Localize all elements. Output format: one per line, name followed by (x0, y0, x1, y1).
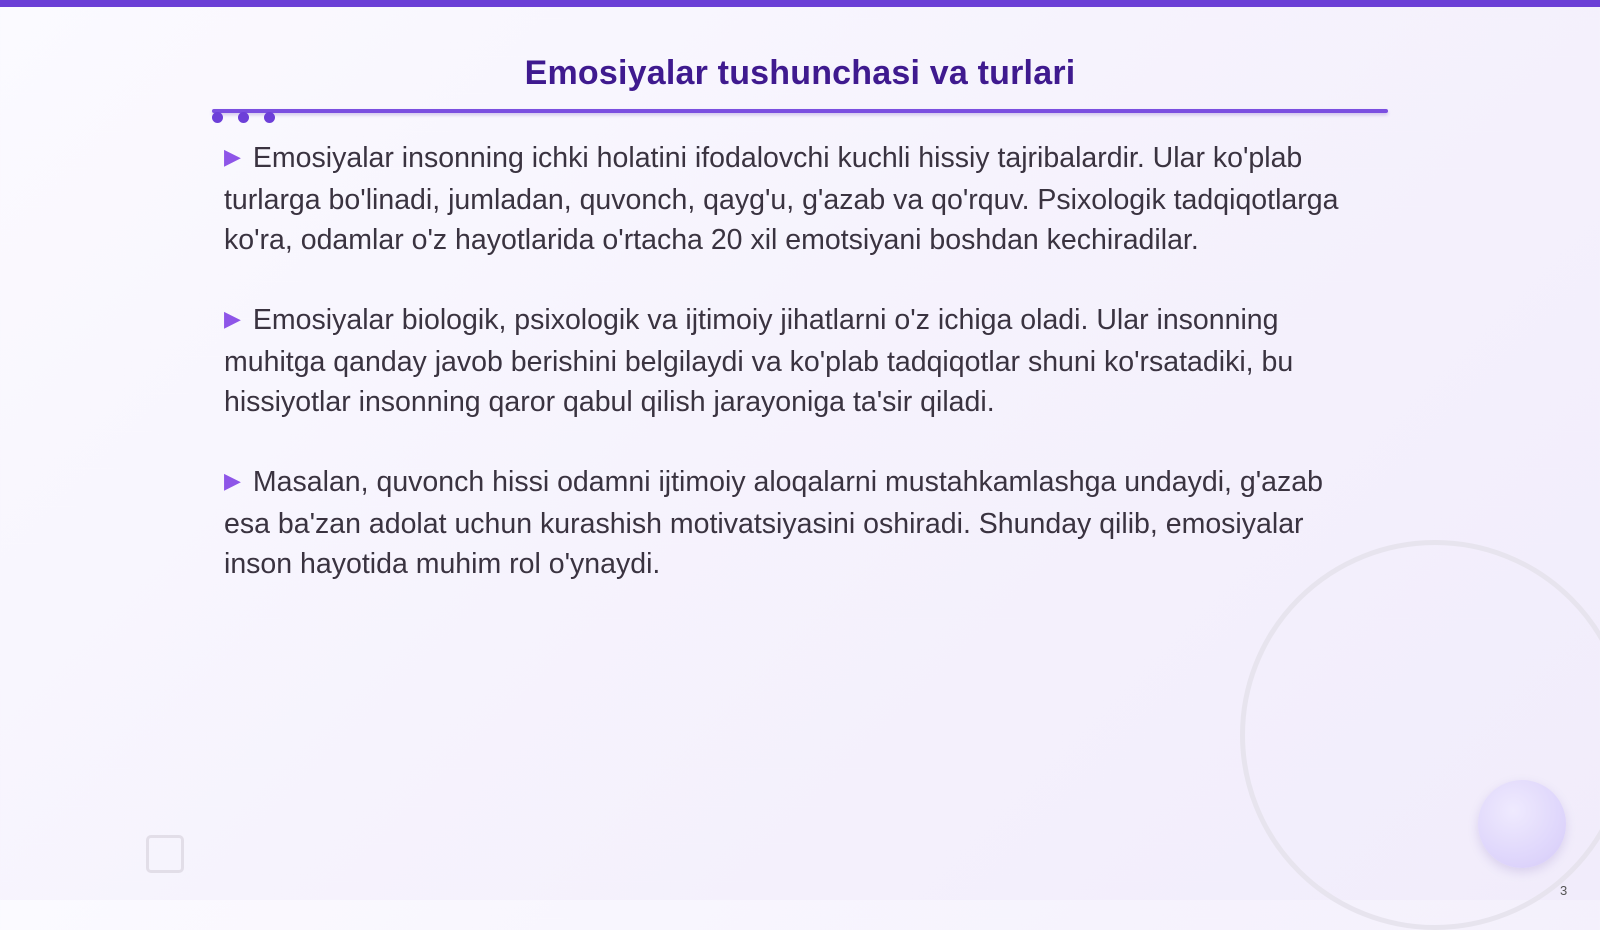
bullet-list (224, 138, 1364, 624)
decorative-ring (1240, 540, 1600, 930)
bullet-text: Emosiyalar insonning ichki holatini ifodalovchi kuchli hissiy tajribalardir. Ular ko'plab turlarga bo'linadi, jumladan, quvonch, qayg'u, g'azab va qo'rquv. Psixologik tadqiqotlarga ko'ra, odamlar o'z hayotlarida o'rtacha 20 xil emotsiyani boshdan kechiradilar. (224, 142, 1339, 256)
page-number: 3 (1560, 883, 1568, 898)
bullet-text: Masalan, quvonch hissi odamni ijtimoiy aloqalarni mustahkamlashga undaydi, g'azab esa ba'zan adolat uchun kurashish motivatsiyasini oshiradi. Shunday qilib, emosiyalar inson hayotida muhim rol o'ynaydi. (224, 466, 1323, 580)
decorative-square (146, 835, 184, 873)
triangle-bullet-icon: ▶ (224, 468, 241, 493)
bullet-item (224, 138, 1364, 260)
bullet-item (224, 462, 1364, 584)
triangle-bullet-icon: ▶ (224, 306, 241, 331)
slide-title: Emosiyalar tushunchasi va turlari (524, 54, 1076, 92)
decorative-orb (1478, 780, 1566, 868)
bullet-item (224, 300, 1364, 422)
bullet-text: Emosiyalar biologik, psixologik va ijtimoiy jihatlarni o'z ichiga oladi. Ular insonning muhitga qanday javob berishini belgilaydi va ko'plab tadqiqotlar shuni ko'rsatadiki, bu hissiyotlar insonning qaror qabul qilish jarayoniga ta'sir qiladi. (224, 304, 1294, 418)
triangle-bullet-icon: ▶ (224, 144, 241, 169)
top-accent-bar (0, 0, 1600, 7)
title-underline (212, 109, 1388, 113)
decorative-dot (212, 112, 223, 123)
decorative-dot (264, 112, 275, 123)
decorative-dot (238, 112, 249, 123)
